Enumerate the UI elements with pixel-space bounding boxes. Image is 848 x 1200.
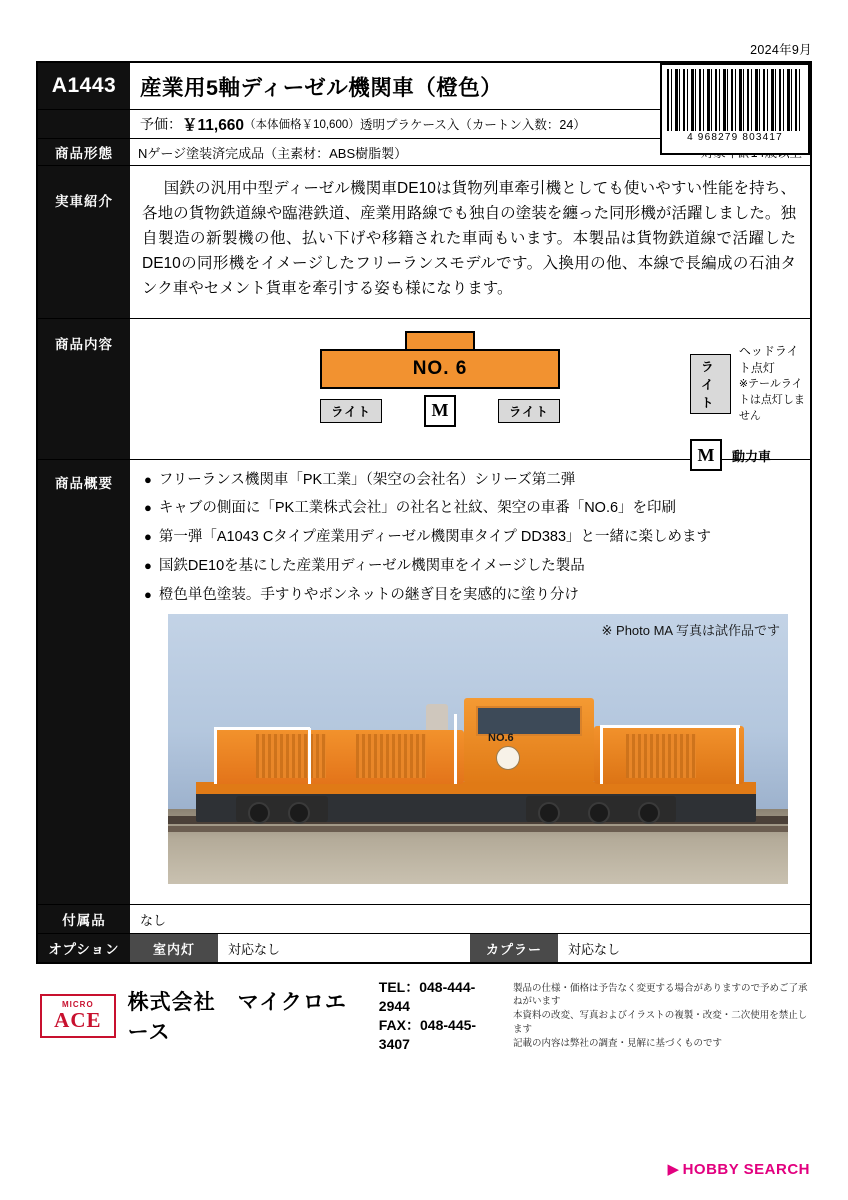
bullet-text: キャブの側面に「PK工業株式会社」の社名と社紋、架空の車番「NO.6」を印刷 <box>158 500 677 517</box>
prototype-intro-text: 国鉄の汎用中型ディーゼル機関車DE10は貨物列車牽引機としても使いやすい性能を持ち、各地の貨物鉄道線や臨港鉄道、産業用路線でも独自の塗装を纏った同形機が活躍しました。独自製造の新製機の他、払い下げや移籍された車両もいます。本製品は貨物鉄道線で活躍したDE10の同形機をイメージしたフリーランスモデルです。入換用の他、本線で長編成の石油タンク車やセメント貨車を牽引する姿も様になります。 <box>142 180 796 298</box>
photo-loco-handrail <box>308 728 311 784</box>
legal-notes <box>513 982 812 1051</box>
footer <box>36 978 812 1054</box>
photo-loco-handrail <box>600 725 740 728</box>
legend-light-text-1: ヘッドライト点灯 <box>738 343 799 375</box>
accessories-row <box>36 904 812 933</box>
photo-loco-exhaust <box>426 704 448 730</box>
legend <box>690 343 810 486</box>
product-contents-row <box>36 318 812 465</box>
price-sub: （本体価格￥10,600） <box>244 119 360 131</box>
product-code: A1443 <box>38 63 130 109</box>
legal-note-3: 記載の内容は弊社の調査・見解に基づくものです <box>513 1037 723 1049</box>
loco-feature-tags <box>320 395 560 427</box>
bullet-text: 第一弾「A1043 Cタイプ産業用ディーゼル機関車タイプ DD383」と一緒に楽しめます <box>158 529 712 546</box>
product-form-label: 商品形態 <box>38 139 130 165</box>
fax-number: FAX：048-445-3407 <box>378 1017 477 1052</box>
product-overview-label: 商品概要 <box>38 460 130 905</box>
legend-light-text-2: ※テールライトは点灯しません <box>738 378 805 423</box>
bullet-icon: ● <box>144 557 152 573</box>
legend-light-texts <box>739 343 810 426</box>
photo-loco-handrail <box>600 726 603 784</box>
barcode-bars <box>667 69 803 131</box>
legal-note-1: 製品の仕様・価格は予告なく変更する場合がありますので予めご了承ねがいます <box>513 982 808 1008</box>
motor-badge: M <box>424 395 456 427</box>
accessories-value: なし <box>140 912 167 928</box>
photo-loco-handrail <box>214 728 217 784</box>
tel-number: TEL：048-444-2944 <box>378 979 476 1015</box>
company-name: 株式会社 マイクロエース <box>127 991 347 1045</box>
consist-diagram <box>320 331 560 427</box>
case-info: 透明プラケース入（カートン入数：24） <box>360 118 586 132</box>
photo-loco-deck <box>196 782 756 794</box>
photo-loco-car-number: NO.6 <box>488 732 514 745</box>
interior-light-value: 対応なし <box>228 941 281 957</box>
price-row-spacer <box>38 110 130 138</box>
photo-rail-base <box>168 826 788 832</box>
prototype-intro-row <box>36 165 812 318</box>
photo-loco-handrail <box>454 714 457 784</box>
bullet-text: 橙色単色塗装。手すりやボンネットの継ぎ目を実感的に塗り分け <box>158 586 579 603</box>
logo-main-text: ACE <box>54 1008 102 1033</box>
product-form-value: Nゲージ塗装済完成品（主素材：ABS樹脂製） <box>138 145 408 161</box>
prototype-intro-label: 実車紹介 <box>38 166 130 318</box>
barcode-cell <box>659 63 810 143</box>
legend-motor-label: 動力車 <box>732 448 772 464</box>
hobby-search-text: HOBBY SEARCH <box>682 1161 810 1178</box>
coupler-label: カプラー <box>470 934 558 962</box>
tag-light-right: ライト <box>498 399 560 423</box>
photo-loco-handrail <box>736 726 739 784</box>
price-amount: ￥11,660 <box>182 117 245 134</box>
bullet-icon: ● <box>144 586 152 602</box>
loco-body-shape <box>320 349 560 389</box>
legend-motor-row <box>690 439 810 471</box>
hobby-search-watermark <box>668 1160 810 1178</box>
list-item <box>144 498 800 520</box>
sheet-body <box>36 40 812 1054</box>
interior-light-label: 室内灯 <box>130 934 218 962</box>
bullet-icon: ● <box>144 471 152 487</box>
accessories-label: 付属品 <box>38 905 130 933</box>
bullet-text: 国鉄DE10を基にした産業用ディーゼル機関車をイメージした製品 <box>158 557 585 574</box>
photo-loco-long-hood <box>214 730 464 784</box>
list-item <box>144 556 800 578</box>
product-contents-label: 商品内容 <box>38 319 130 459</box>
bullet-icon: ● <box>144 500 152 516</box>
product-contents-body <box>130 319 810 465</box>
list-item <box>144 585 800 607</box>
bullet-icon: ● <box>144 529 152 545</box>
barcode-digits: 4 968279 803417 <box>687 132 783 143</box>
photo-loco-handrail <box>214 727 310 730</box>
photo-caption: ※ Photo MA 写真は試作品です <box>601 623 780 639</box>
tag-light-left: ライト <box>320 399 382 423</box>
photo-locomotive <box>196 694 756 822</box>
hobby-search-icon: ▶ <box>667 1161 680 1178</box>
options-row <box>36 933 812 964</box>
bullet-text: フリーランス機関車「PK工業」（架空の会社名）シリーズ第二弾 <box>158 471 576 488</box>
loco-car-number: NO. 6 <box>412 357 468 379</box>
coupler-value: 対応なし <box>568 941 621 957</box>
photo-loco-grill-mid <box>356 734 426 778</box>
legend-light-tag: ライト <box>690 354 731 414</box>
product-overview-body <box>130 460 810 905</box>
loco-cab-shape <box>405 331 475 351</box>
photo-loco-grill-front <box>256 734 326 778</box>
issue-date: 2024年9月 <box>750 43 812 57</box>
photo-loco-grill-rear <box>626 734 696 778</box>
legend-motor-badge: M <box>690 439 722 471</box>
price-info <box>130 113 360 135</box>
page-title: 産業用5軸ディーゼル機関車（橙色） <box>130 63 659 109</box>
legal-note-2: 本資料の改変、写真およびイラストの複製・改変・二次使用を禁止します <box>513 1010 808 1035</box>
barcode <box>660 63 810 155</box>
legend-light-row <box>690 343 810 426</box>
prototype-intro-body <box>130 166 810 318</box>
options-label: オプション <box>38 934 130 962</box>
logo-top-text: MICRO <box>62 1000 94 1010</box>
contact-block <box>379 978 491 1054</box>
microace-logo <box>40 994 116 1038</box>
price-label: 予価： <box>140 116 182 132</box>
product-photo <box>168 614 788 884</box>
product-overview-row <box>36 459 812 905</box>
list-item <box>144 527 800 549</box>
